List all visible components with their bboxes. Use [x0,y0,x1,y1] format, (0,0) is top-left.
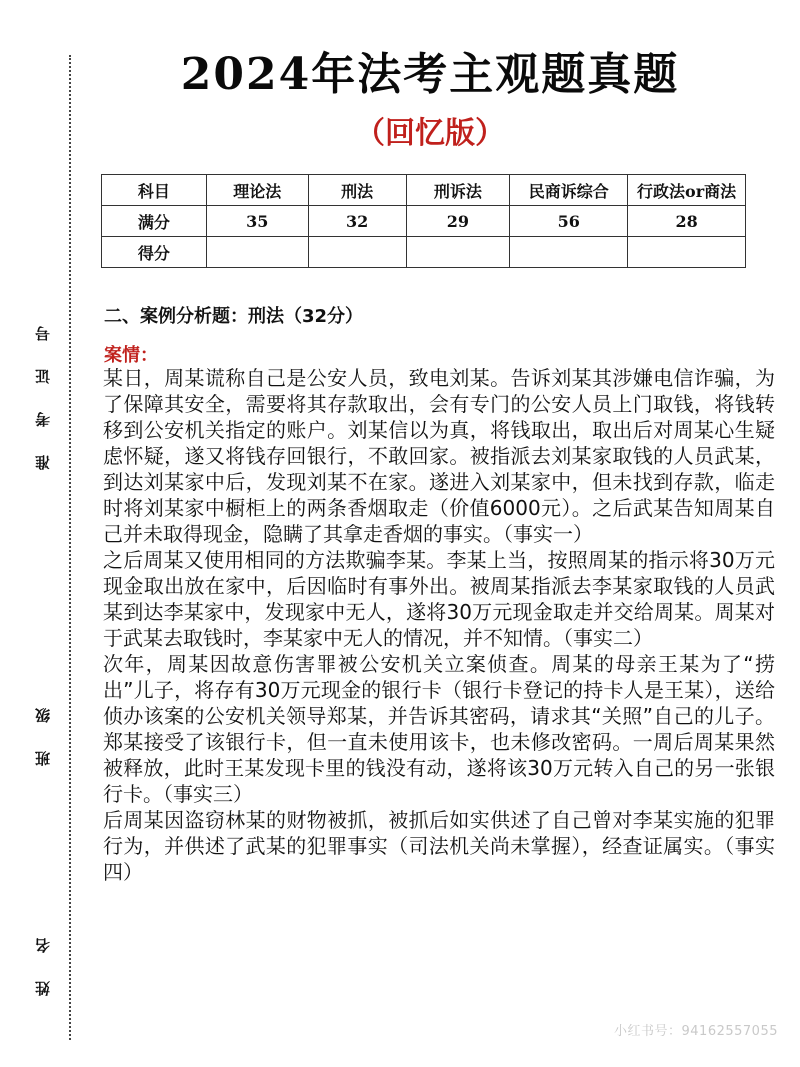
watermark: 小红书号：94162557055 [614,1024,778,1039]
table-cell: 刑诉法 [406,175,510,206]
section-heading: 二、案例分析题：刑法（32分） [104,306,364,327]
page-subtitle: （回忆版） [355,116,505,151]
case-paragraph-3: 次年，周某因故意伤害罪被公安机关立案侦查。周某的母亲王某为了“捞出”儿子，将存有30万元现金的银行卡（银行卡登记的持卡人是王某），送给侦办该案的公安机关领导郑某，并告诉其密码，请求其“关照”自己的儿子。郑某接受了该银行卡，但一直未使用该卡，也未修改密码。一周后周某果然被释放，此时王某发现卡里的钱没有动，遂将该30万元转入自己的另一张银行卡。（事实三） [103,652,775,806]
table-cell: 得分 [102,237,207,268]
case-paragraph-2: 之后周某又使用相同的方法欺骗李某。李某上当，按照周某的指示将30万元现金取出放在家中，后因临时有事外出。被周某指派去李某家取钱的人员武某到达李某家中，发现家中无人，遂将30万元现金取走并交给周某。周某对于武某去取钱时，李某家中无人的情况，并不知情。（事实二） [103,548,775,650]
class-field [22,680,62,766]
table-cell: 29 [406,206,510,237]
score-input-cell [206,237,308,268]
table-cell: 理论法 [206,175,308,206]
exam-id-field [22,298,62,470]
table-cell: 32 [308,206,406,237]
page-title: 2024年法考主观题真题 [180,49,680,100]
table-cell: 28 [628,206,746,237]
table-row [102,237,746,268]
table-cell: 行政法or商法 [628,175,746,206]
name-field [22,910,62,996]
table-row [102,206,746,237]
table-row [102,175,746,206]
case-body [103,365,775,885]
score-input-cell [628,237,746,268]
score-input-cell [510,237,628,268]
score-input-cell [406,237,510,268]
table-cell: 刑法 [308,175,406,206]
table-cell: 民商诉综合 [510,175,628,206]
case-label: 案情： [104,345,158,366]
table-cell: 满分 [102,206,207,237]
class-label: 班级 [33,680,52,766]
dotted-cut-line [69,55,71,1040]
table-cell: 56 [510,206,628,237]
case-paragraph-4: 后周某因盗窃林某的财物被抓，被抓后如实供述了自己曾对李某实施的犯罪行为，并供述了武某的犯罪事实（司法机关尚未掌握），经查证属实。（事实四） [103,808,775,884]
case-paragraph-1: 某日，周某谎称自己是公安人员，致电刘某。告诉刘某其涉嫌电信诈骗，为了保障其安全，需要将其存款取出，会有专门的公安人员上门取钱，将钱转移到公安机关指定的账户。刘某信以为真，将钱取出，取出后对周某心生疑虑怀疑，遂又将钱存回银行，不敢回家。被指派去刘某家取钱的人员武某，到达刘某家中后，发现刘某不在家。遂进入刘某家中，但未找到存款，临走时将刘某家中橱柜上的两条香烟取走（价值6000元）。之后武某告知周某自己并未取得现金，隐瞒了其拿走香烟的事实。（事实一） [103,366,775,546]
table-cell: 科目 [102,175,207,206]
table-cell: 35 [206,206,308,237]
score-table [101,174,746,268]
binding-margin [0,0,90,1067]
exam-id-label: 准考证号 [33,298,52,470]
score-input-cell [308,237,406,268]
name-label: 姓名 [33,910,52,996]
